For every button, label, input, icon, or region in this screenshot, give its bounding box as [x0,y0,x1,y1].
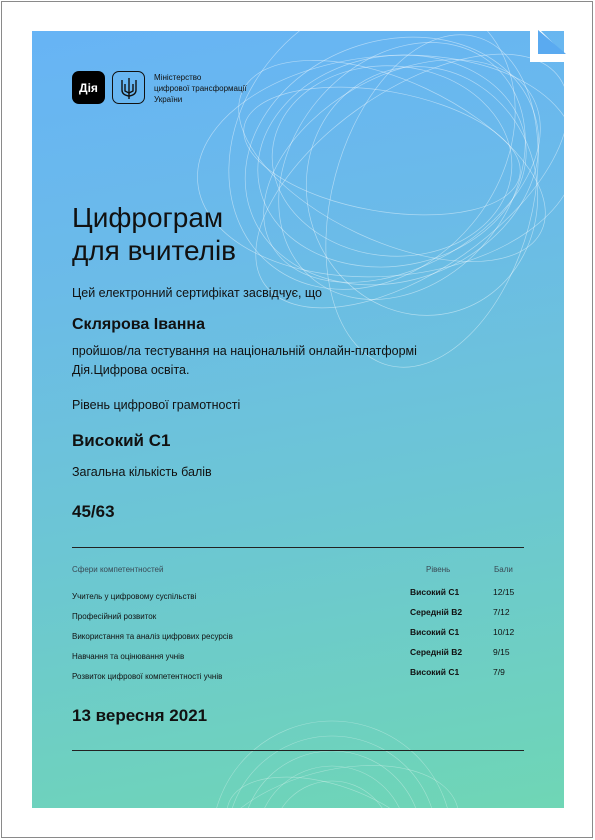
certificate-card [32,31,564,808]
total-score-label: Загальна кількість балів [72,465,212,479]
folded-corner-icon [530,20,572,62]
row-score: 12/15 [493,587,515,597]
row-area: Розвиток цифрової компетентності учнів [72,672,223,681]
row-area: Використання та аналіз цифрових ресурсів [72,632,233,641]
ministry-name: Міністерство цифрової трансформації України [154,73,247,104]
row-score: 7/12 [493,607,510,617]
table-header-area: Сфери компетентностей [72,565,164,574]
row-level: Високий С1 [410,627,460,637]
row-score: 9/15 [493,647,510,657]
literacy-label: Рівень цифрової грамотності [72,398,241,412]
row-score: 10/12 [493,627,515,637]
issue-date: 13 вересня 2021 [72,706,208,725]
total-score: 45/63 [72,502,115,521]
divider-top [72,547,524,548]
dia-logo: Дія [72,71,105,104]
row-level: Середній В2 [410,607,463,617]
row-score: 7/9 [493,667,505,677]
certificate-title: Цифрограм для вчителів [72,202,237,266]
passed-text-line-2: Дія.Цифрова освіта. [72,363,190,377]
trident-emblem-icon [112,71,145,104]
row-area: Професійний розвиток [72,612,157,621]
row-area: Учитель у цифровому суспільстві [72,592,197,601]
row-area: Навчання та оцінювання учнів [72,652,185,661]
row-level: Високий С1 [410,587,460,597]
row-level: Середній В2 [410,647,463,657]
divider-bottom [72,750,524,751]
literacy-level: Високий С1 [72,431,171,450]
person-name: Склярова Іванна [72,316,205,333]
wave-pattern-decoration [32,31,564,808]
certifies-text: Цей електронний сертифікат засвідчує, що [72,286,323,300]
table-header-score: Бали [494,565,513,574]
row-level: Високий С1 [410,667,460,677]
passed-text-line-1: пройшов/ла тестування на національній онлайн-платформі [72,344,417,358]
table-header-level: Рівень [426,565,451,574]
